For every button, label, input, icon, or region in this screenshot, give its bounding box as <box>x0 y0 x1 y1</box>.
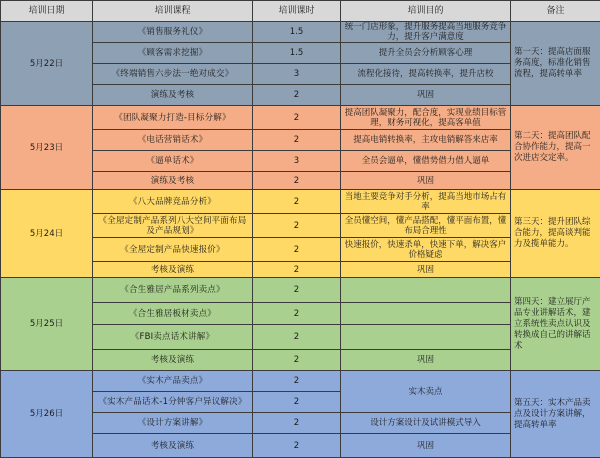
training-date-cell: 5月26日 <box>1 371 93 458</box>
header-row <box>1 1 600 22</box>
header-course: 培训课程 <box>93 1 253 22</box>
training-date-cell: 5月22日 <box>1 22 93 106</box>
purpose-cell: 当地主要竞争对手分析，提高当地市场占有率 <box>341 190 511 214</box>
hours-cell: 2 <box>253 130 341 151</box>
purpose-cell: 巩固 <box>341 262 511 278</box>
table-row <box>1 106 600 130</box>
purpose-cell: 统一门店形象，提升服务提高当地服务竞争力，提升客户满意度 <box>341 22 511 43</box>
course-cell: 《逼单话术》 <box>93 151 253 172</box>
course-cell: 演练及考核 <box>93 172 253 190</box>
course-cell: 《销售服务礼仪》 <box>93 22 253 43</box>
course-cell: 《八大品牌竞品分析》 <box>93 190 253 214</box>
purpose-cell: 流程化接待，提高转换率，提升店校 <box>341 64 511 85</box>
course-cell: 《实木产品卖点》 <box>93 371 253 392</box>
course-cell: 《全屋定制产品快速报价》 <box>93 238 253 262</box>
course-cell: 《顾客需求挖掘》 <box>93 43 253 64</box>
hours-cell: 2 <box>253 278 341 303</box>
header-note: 备注 <box>511 1 600 22</box>
course-cell: 《全屋定制产品系列八大空间平面布局及产品规划》 <box>93 214 253 238</box>
purpose-cell: 提升全员会分析顾客心理 <box>341 43 511 64</box>
hours-cell: 3 <box>253 64 341 85</box>
course-cell: 《合生雅居产品系列卖点》 <box>93 278 253 303</box>
course-cell: 考核及演练 <box>93 262 253 278</box>
hours-cell: 2 <box>253 434 341 458</box>
hours-cell: 2 <box>253 214 341 238</box>
course-cell: 《实木产品话术-1分钟客户异议解决》 <box>93 392 253 413</box>
hours-cell: 2 <box>253 371 341 392</box>
training-date-cell: 5月24日 <box>1 190 93 278</box>
purpose-cell: 提高团队凝聚力，配合度，实现业绩目标管理，财务可视化，提高客单值 <box>341 106 511 130</box>
hours-cell: 3 <box>253 151 341 172</box>
purpose-cell <box>341 325 511 350</box>
course-cell: 《设计方案讲解》 <box>93 413 253 434</box>
purpose-cell: 全员懂空间，懂产品搭配，懂平面布置，懂布局合理性 <box>341 214 511 238</box>
note-cell: 第三天：提升团队综合能力，提高谈判能力及揽单能力。 <box>511 190 600 278</box>
hours-cell: 2 <box>253 325 341 350</box>
purpose-cell: 实木卖点 <box>341 371 511 413</box>
course-cell: 考核及演练 <box>93 434 253 458</box>
hours-cell: 1.5 <box>253 43 341 64</box>
table-row <box>1 190 600 214</box>
note-cell: 第二天：提高团队配合协作能力，提高一次进店交定率。 <box>511 106 600 190</box>
purpose-cell: 巩固 <box>341 350 511 371</box>
header-purpose: 培训目的 <box>341 1 511 22</box>
hours-cell: 2 <box>253 190 341 214</box>
hours-cell: 2 <box>253 238 341 262</box>
purpose-cell: 巩固 <box>341 85 511 106</box>
header-date: 培训日期 <box>1 1 93 22</box>
purpose-cell <box>341 303 511 325</box>
table-row <box>1 371 600 392</box>
note-cell: 第四天：建立展厅产品专业讲解话术，建立系统性卖点认识及转换成自己的讲解话术 <box>511 278 600 371</box>
course-cell: 《终端销售六步法一绝对成交》 <box>93 64 253 85</box>
training-date-cell: 5月23日 <box>1 106 93 190</box>
course-cell: 《电话营销话术》 <box>93 130 253 151</box>
schedule-body <box>1 22 600 458</box>
purpose-cell: 巩固 <box>341 434 511 458</box>
purpose-cell: 设计方案设计及试讲模式导入 <box>341 413 511 434</box>
purpose-cell: 提高电销转换率，主攻电销解答来店率 <box>341 130 511 151</box>
header-hours: 培训课时 <box>253 1 341 22</box>
hours-cell: 2 <box>253 392 341 413</box>
table-row <box>1 278 600 303</box>
purpose-cell: 全员会逼单，懂借势借力借人逼单 <box>341 151 511 172</box>
course-cell: 《团队凝聚力打造-目标分解》 <box>93 106 253 130</box>
hours-cell: 2 <box>253 106 341 130</box>
note-cell: 第一天：提高店面服务高度，标准化销售流程，提高转单率 <box>511 22 600 106</box>
purpose-cell <box>341 278 511 303</box>
table-row <box>1 22 600 43</box>
course-cell: 《合生雅居板材卖点》 <box>93 303 253 325</box>
course-cell: 《FBI卖点话术讲解》 <box>93 325 253 350</box>
hours-cell: 2 <box>253 172 341 190</box>
purpose-cell: 快速报价，快速杀单，快速下单，解决客户价格疑虑 <box>341 238 511 262</box>
hours-cell: 1.5 <box>253 22 341 43</box>
hours-cell: 2 <box>253 350 341 371</box>
hours-cell: 2 <box>253 413 341 434</box>
hours-cell: 2 <box>253 303 341 325</box>
purpose-cell: 巩固 <box>341 172 511 190</box>
course-cell: 演练及考核 <box>93 85 253 106</box>
note-cell: 第五天：实木产品卖点及设计方案讲解，提高转单率 <box>511 371 600 458</box>
training-date-cell: 5月25日 <box>1 278 93 371</box>
hours-cell: 2 <box>253 262 341 278</box>
course-cell: 考核及演练 <box>93 350 253 371</box>
hours-cell: 2 <box>253 85 341 106</box>
